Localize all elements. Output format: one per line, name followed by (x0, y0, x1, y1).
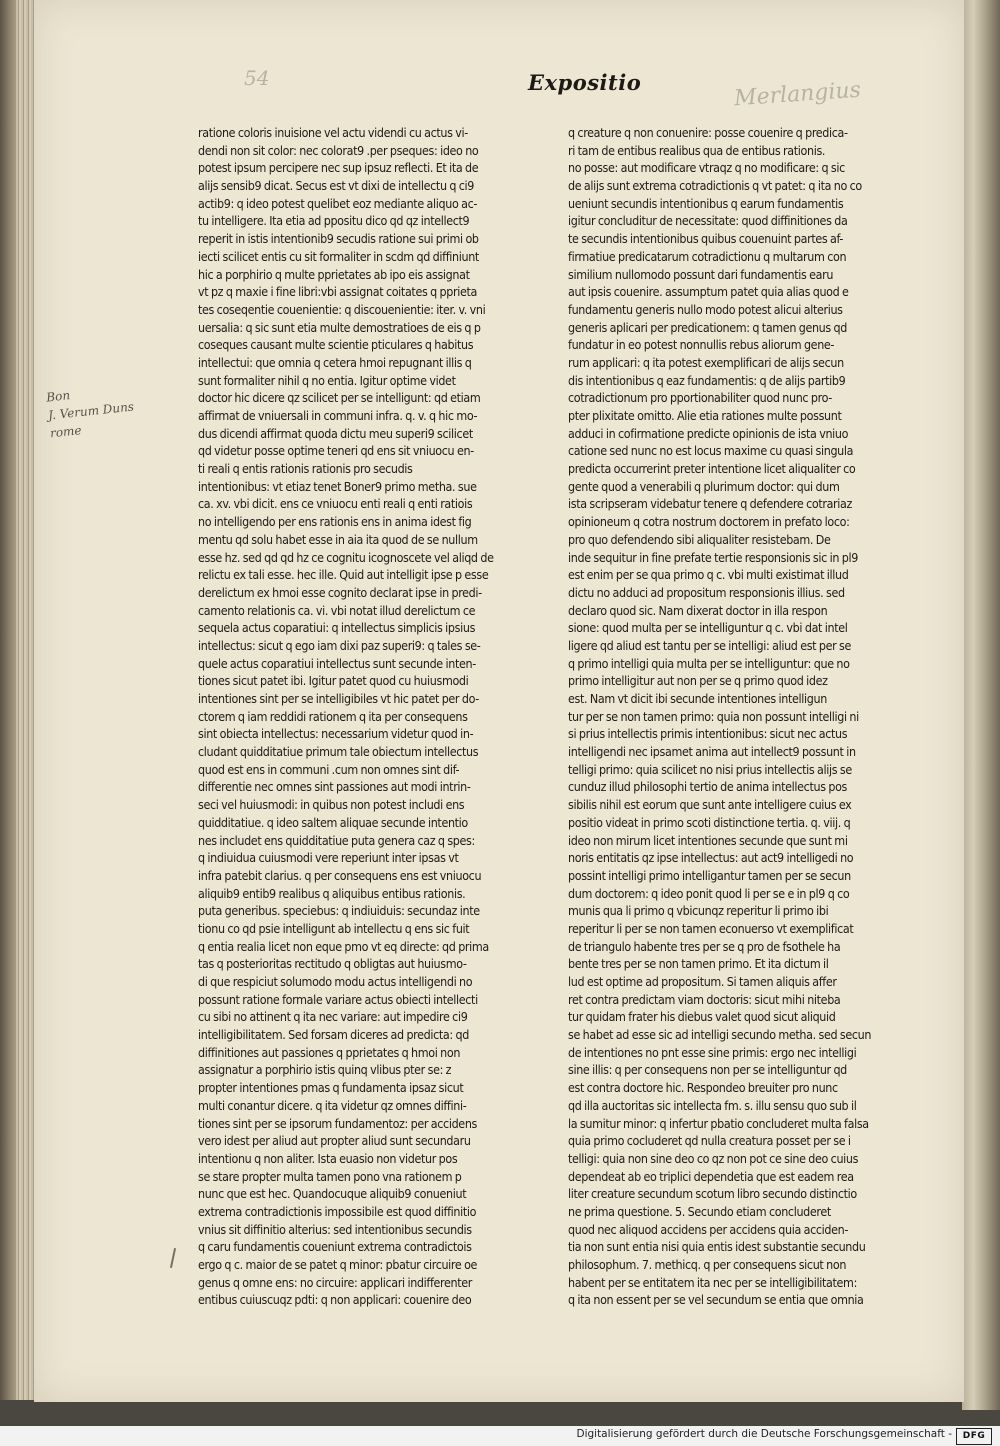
text-line: nunc que est hec. Quandocuque aliquib9 conueniut (198, 1186, 467, 1202)
text-line: quele actus coparatiui intellectus sunt secunde inten- (198, 655, 476, 671)
text-line: q creature q non conuenire: posse couenire q predica- (568, 125, 848, 140)
text-line: assignatur a porphirio istis quinq vlibus pter se: z (198, 1062, 452, 1078)
text-line: est enim per se qua primo q c. vbi multi existimat illud (568, 567, 849, 583)
text-line: fundatur in eo potest nonnullis rebus aliorum gene- (568, 337, 835, 353)
text-column-left (198, 124, 538, 1309)
margin-annotation-line: rome (49, 423, 83, 441)
text-line: ratione coloris inuisione vel actu videndi cu actus vi- (198, 125, 468, 140)
text-line: q primo intelligi quia multa per se intelliguntur: que no (568, 655, 850, 671)
text-line: sequela actus coparatiui: q intellectus simplicis ipsius (198, 620, 476, 636)
text-line: derelictum ex hmoi esse cognito declarat ipse in predi- (198, 584, 482, 600)
text-line: ca. xv. vbi dicit. ens ce vniuocu enti reali q enti ratiois (198, 496, 473, 512)
text-line: tur per se non tamen primo: quia non possunt intelligi ni (568, 708, 859, 724)
text-line: se habet ad esse sic ad intelligi secundo metha. sed secun (568, 1027, 872, 1043)
text-line: pro quo defendendo sibi aliqualiter resistebam. De (568, 531, 831, 547)
text-line: entibus cuiuscuqz pdti: q non applicari: couenire deo (198, 1292, 472, 1308)
text-line: reperit in istis intentionib9 secudis ratione sui primi ob (198, 231, 479, 247)
text-line: inde sequitur in fine prefate tertie responsionis sic in pl9 (568, 549, 858, 565)
text-line: camento relationis ca. vi. vbi notat illud derelictum ce (198, 602, 476, 618)
text-line: de intentiones no pnt esse sine primis: ergo nec intelligi (568, 1044, 857, 1060)
text-line: predicta occurrerint preter intentione licet aliqualiter co (568, 461, 856, 477)
text-line: catione sed nunc no est locus maxime cu quasi singula (568, 443, 854, 459)
text-line: esse hz. sed qd qd hz ce cognitu icognoscete vel aliqd de (198, 549, 494, 565)
text-line: q caru fundamentis coueniunt extrema contradictois (198, 1239, 472, 1255)
text-line: de alijs sunt extrema cotradictionis q vt patet: q ita no co (568, 178, 862, 194)
text-line: declaro quod sic. Nam dixerat doctor in illa respon (568, 602, 828, 618)
text-line: te secundis intentionibus quibus couenuint partes af- (568, 231, 844, 247)
text-line: est. Nam vt dicit ibi secunde intentiones intelligun (568, 691, 827, 706)
text-line: telligi: quia non sine deo co qz non pot ce sine deo cuius (568, 1150, 859, 1166)
text-line: tionu co qd psie intelligunt ab intellectu q ens sic fuit (198, 920, 470, 936)
text-line: liter creature secundum scotum libro secundo distinctio (568, 1186, 857, 1202)
text-line: sibilis nihil est eorum que sunt ante intelligere cuius ex (568, 797, 852, 813)
text-line: infra patebit clarius. q per consequens ens est vniuocu (198, 867, 482, 883)
text-line: propter intentiones pmas q fundamenta ipsaz sicut (198, 1080, 464, 1096)
text-line: gente quod a venerabili q plurimum doctor: qui dum (568, 478, 840, 494)
text-line: cludant quidditatiue primum tale obiectum intellectus (198, 744, 479, 760)
text-line: cu sibi no attinent q ita nec variare: aut impedire ci9 (198, 1009, 468, 1025)
book-edge-left-outer (0, 0, 16, 1400)
text-line: aliquib9 entib9 realibus q aliquibus entibus rationis. (198, 885, 466, 901)
text-line: genus q omne ens: no circuire: applicari indifferenter (198, 1274, 472, 1290)
text-line: tiones sicut patet ibi. Igitur patet quod cu huiusmodi (198, 673, 469, 689)
dfg-logo: DFG (956, 1428, 992, 1445)
text-line: nes includet ens quidditatiue puta genera caz q spes: (198, 832, 475, 848)
text-line: adduci in cofirmatione predicte opinionis de ista vniuo (568, 425, 849, 441)
text-line: ne prima questione. 5. Secundo etiam concluderet (568, 1203, 831, 1219)
text-line: intellectus: sicut q ego iam dixi paz superi9: q tales se- (198, 637, 481, 653)
text-line: si prius intellectis primis intentionibus: sicut nec actus (568, 726, 848, 742)
text-line: iecti scilicet entis cu sit formaliter in scdm qd diffiniunt (198, 248, 479, 264)
text-line: sine illis: q per consequens non per se intelliguntur qd (568, 1062, 847, 1078)
text-line: ret contra predictam viam doctoris: sicut mihi niteba (568, 991, 841, 1007)
text-line: qd illa auctoritas sic intellecta fm. s. illu sensu quo sub il (568, 1097, 857, 1113)
text-line: positio videat in primo scoti distinctione tertia. q. viij. q (568, 814, 851, 830)
margin-annotation (45, 380, 136, 443)
funding-notice: Digitalisierung gefördert durch die Deutsche Forschungsgemeinschaft - (576, 1428, 952, 1440)
text-line: tur quidam frater his diebus valet quod sicut aliquid (568, 1009, 836, 1025)
text-line: differentie nec omnes sint passiones aut modi intrin- (198, 779, 471, 795)
text-line: fundamentu generis nullo modo potest alicui alterius (568, 301, 843, 317)
text-line: lud est optime ad propositum. Si tamen aliquis affer (568, 974, 837, 989)
text-line: dendi non sit color: nec colorat9 .per pseques: ideo no (198, 142, 479, 158)
text-line: quod est ens in communi .cum non omnes sint dif- (198, 761, 460, 777)
text-line: intentionibus: vt etiaz tenet Boner9 primo metha. sue (198, 478, 477, 494)
text-line: alijs sensib9 dicat. Secus est vt dixi de intellectu q ci9 (198, 178, 475, 194)
text-line: ueniunt secundis intentionibus q earum fundamentis (568, 195, 844, 211)
text-line: seci vel huiusmodi: in quibus non potest includi ens (198, 797, 465, 813)
text-line: intellectui: que omnia q cetera hmoi repugnant illis q (198, 354, 472, 370)
text-line: possunt ratione formale variare actus obiecti intellecti (198, 991, 478, 1007)
text-line: doctor hic dicere qz scilicet per se intelligunt: qd etiam (198, 390, 481, 406)
faint-folio-note: 54 (244, 66, 270, 90)
text-line: quia primo cocluderet qd nulla creatura posset per se i (568, 1133, 851, 1149)
text-line: potest ipsum percipere nec sup ipsuz reflecti. Et ita de (198, 160, 479, 176)
text-line: tiones sint per se ipsorum fundamentoz: per accidens (198, 1115, 477, 1131)
text-line: vnius sit diffinitio alterius: sed intentionibus secundis (198, 1221, 472, 1237)
text-line: vero idest per aliud aut propter aliud sunt secundaru (198, 1133, 471, 1149)
margin-annotation-line: Bon (45, 388, 71, 405)
text-line: opinioneum q cotra nostrum doctorem in prefato loco: (568, 514, 850, 530)
text-line: quidditatiue. q ideo saltem aliquae secunde intentio (198, 814, 468, 830)
text-line: ideo non mirum licet intentiones secunde que sunt mi (568, 832, 848, 848)
text-line: pter plixitate omitto. Alie etia rationes multe possunt (568, 408, 842, 423)
text-line: ligere qd aliud est tantu per se intelligi: aliud est per se (568, 637, 852, 653)
book-edge-left-pages (16, 0, 34, 1400)
text-line: dus dicendi affirmat quoda dictu meu superi9 scilicet (198, 425, 473, 441)
text-line: no intelligendo per ens rationis ens in anima idest fig (198, 514, 472, 530)
text-line: intentiones sint per se intelligibiles vt hic patet per do- (198, 691, 479, 706)
footer-bar (0, 1426, 1000, 1446)
text-line: munis qua li primo q vbicunqz reperitur li primo ibi (568, 903, 829, 919)
text-line: q entia realia licet non eque pmo vt eq directe: qd prima (198, 938, 489, 954)
running-head: Expositio (528, 70, 642, 95)
text-line: sint obiecta intellectus: necessarium videtur quod in- (198, 726, 474, 742)
text-line: mentu qd solu habet esse in aia ita quod de se nullum (198, 531, 478, 547)
margin-annotation-line: J. Verum Duns (47, 399, 135, 423)
text-line: sione: quod multa per se intelliguntur q c. vbi dat intel (568, 620, 848, 636)
text-line: reperitur li per se non tamen econuerso vt exemplificat (568, 920, 854, 936)
text-line: hic a porphirio q multe pprietates ab ipo eis assignat (198, 266, 470, 282)
text-line: ergo q c. maior de se patet q minor: pbatur circuire oe (198, 1257, 478, 1272)
text-line: generis aplicari per predicationem: q tamen genus qd (568, 319, 848, 335)
text-line: q ita non essent per se vel secundum se entia que omnia (568, 1292, 864, 1308)
text-line: intelligendi nec ipsamet anima aut intellect9 possunt in (568, 744, 856, 760)
faint-handwritten-note: Merlangius (733, 77, 862, 112)
text-line: multi conantur dicere. q ita videtur qz omnes diffini- (198, 1097, 467, 1113)
text-line: bente tres per se non tamen primo. Et ita dictum il (568, 956, 829, 972)
text-line: qd videtur posse optime teneri qd ens sit vniuocu en- (198, 443, 474, 459)
text-line: cunduz illud philosophi tertio de anima intellectus pos (568, 779, 847, 795)
text-line: puta generibus. speciebus: q indiuiduis: secundaz inte (198, 903, 480, 919)
text-line: tes coseqentie couenientie: q discouenientie: iter. v. vni (198, 301, 486, 317)
text-line: dependeat ab eo triplici dependetia que est eadem rea (568, 1168, 854, 1184)
text-line: habent per se entitatem ita nec per se intelligibilitatem: (568, 1274, 857, 1290)
text-line: rum applicari: q ita potest exemplificari de alijs secun (568, 354, 844, 370)
text-line: sunt formaliter nihil q no entia. Igitur optime videt (198, 372, 456, 388)
text-line: q indiuidua cuiusmodi vere reperiunt inter ipsas vt (198, 850, 459, 866)
text-line: aut ipsis couenire. assumptum patet quia alias quod e (568, 284, 849, 300)
book-edge-right (962, 0, 1000, 1410)
text-line: extrema contradictionis impossibile est quod diffinitio (198, 1203, 477, 1219)
text-line: dis intentionibus q eaz fundamentis: q de alijs partib9 (568, 372, 846, 388)
text-line: uersalia: q sic sunt etia multe demostratioes de eis q p (198, 319, 481, 335)
text-line: ista scripseram videbatur tenere q defendere cotrariaz (568, 496, 853, 512)
text-line: primo intelligitur aut non per se q primo quod idez (568, 673, 828, 689)
text-line: intentionu q non aliter. Ista euasio non videtur pos (198, 1150, 458, 1166)
text-line: philosophum. 7. methicq. q per consequens sicut non (568, 1257, 847, 1272)
text-line: est contra doctore hic. Respondeo breuiter pro nunc (568, 1080, 838, 1096)
text-line: igitur concluditur de necessitate: quod diffinitiones da (568, 213, 848, 229)
text-line: dum doctorem: q ideo ponit quod li per se e in pl9 q co (568, 885, 850, 901)
text-line: telligi primo: quia scilicet no nisi prius intellectis alijs se (568, 761, 852, 777)
text-line: no posse: aut modificare vtraqz q no modificare: q sic (568, 160, 845, 176)
text-line: firmatiue predicatarum cotradictionu q multarum con (568, 248, 847, 264)
text-line: coseques causant multe scientie pticulares q habitus (198, 337, 474, 353)
text-line: di que respiciut solumodo modu actus intelligendi no (198, 974, 473, 989)
text-line: tu intelligere. Ita etia ad ppositu dico qd qz intellect9 (198, 213, 470, 229)
text-line: vt pz q maxie i fine libri:vbi assignat coitates q pprieta (198, 284, 477, 300)
text-line: diffinitiones aut passiones q pprietates q hmoi non (198, 1044, 461, 1060)
text-line: actib9: q ideo potest quelibet eoz mediante aliquo ac- (198, 195, 478, 211)
text-line: tia non sunt entia nisi quia entis idest substantie secundu (568, 1239, 866, 1255)
text-line: cotradictionum pro pportionabiliter quod nunc pro- (568, 390, 832, 406)
text-line: se stare propter multa tamen pono vna rationem p (198, 1168, 462, 1184)
text-line: similium nullomodo possunt dari fundamentis earu (568, 266, 834, 282)
text-line: affirmat de vniuersali in communi infra. q. v. q hic mo- (198, 408, 478, 423)
text-line: quod nec aliquod accidens per accidens quia acciden- (568, 1221, 849, 1237)
text-line: la sumitur minor: q infertur pbatio concluderet multa falsa (568, 1115, 869, 1131)
text-line: relictu ex tali esse. hec ille. Quid aut intelligit ipse p esse (198, 567, 489, 583)
text-line: intelligibilitatem. Sed forsam diceres ad predicta: qd (198, 1027, 469, 1043)
text-column-right (568, 124, 904, 1309)
text-line: noris entitatis qz ipse intellectus: aut act9 intelligedi no (568, 850, 854, 866)
text-line: ri tam de entibus realibus qua de entibus rationis. (568, 142, 826, 158)
text-line: ctorem q iam reddidi rationem q ita per consequens (198, 708, 468, 724)
text-line: dictu no adduci ad propositum responsionis illius. sed (568, 584, 845, 600)
text-line: possint intelligi primo intelligantur tamen per se secun (568, 867, 851, 883)
text-line: tas q posterioritas rectitudo q obligtas aut huiusmo- (198, 956, 467, 972)
text-line: ti reali q entis rationis rationis pro secudis (198, 461, 413, 477)
text-line: de triangulo habente tres per se q pro de fsothele ha (568, 938, 841, 954)
